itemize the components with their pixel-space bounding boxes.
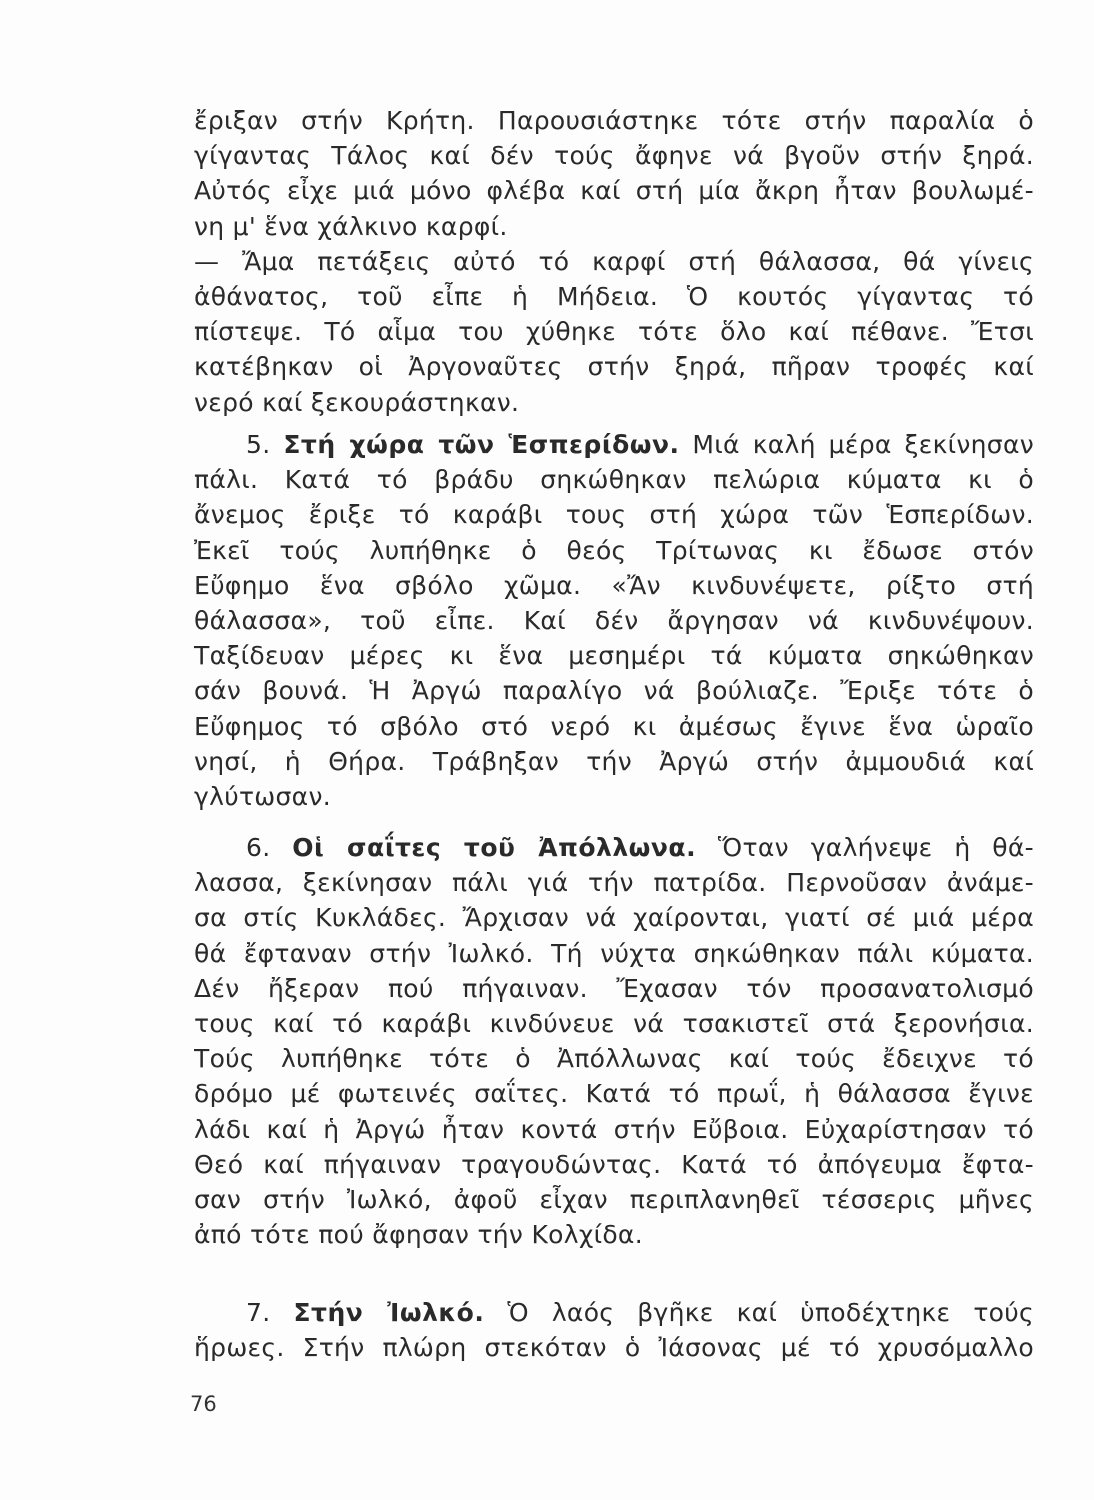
text-line: ἥρωες. Στήν πλώρη στεκόταν ὁ Ἰάσονας μέ τό χρυσόμαλλο xyxy=(194,1333,1034,1363)
section-5 xyxy=(194,427,1034,814)
text-line: πάλι. Κατά τό βράδυ σηκώθηκαν πελώρια κύματα κι ὁ xyxy=(194,465,1034,495)
section-7 xyxy=(194,1295,1034,1365)
text-line: νη μ' ἕνα χάλκινο καρφί. xyxy=(194,211,508,241)
dialogue-line: — Ἄμα πετάξεις αὐτό τό καρφί στή θάλασσα, θά γίνεις xyxy=(194,246,1034,276)
section-heading-line xyxy=(194,427,1034,462)
page-number: 76 xyxy=(190,1392,217,1416)
text-line: Εὔφημο ἕνα σβόλο χῶμα. «Ἄν κινδυνέψετε, ρίξτο στή xyxy=(194,570,1034,600)
text-line: Δέν ἤξεραν πού πήγαιναν. Ἔχασαν τόν προσανατολισμό xyxy=(194,973,1034,1003)
text-line: τους καί τό καράβι κινδύνευε νά τσακιστεῖ στά ξερονήσια. xyxy=(194,1008,1034,1038)
text-line: κατέβηκαν οἱ Ἀργοναῦτες στήν ξηρά, πῆραν τροφές καί xyxy=(194,352,1034,382)
text-line: νερό καί ξεκουράστηκαν. xyxy=(194,387,520,417)
text-line: λάδι καί ἡ Ἀργώ ἦταν κοντά στήν Εὔβοια. Εὐχαρίστησαν τό xyxy=(194,1114,1034,1144)
text-line: δρόμο μέ φωτεινές σαΐτες. Κατά τό πρωΐ, ἡ θάλασσα ἔγινε xyxy=(194,1079,1034,1109)
section-number: 7. xyxy=(246,1298,271,1327)
text-line: σαν στήν Ἰωλκό, ἀφοῦ εἶχαν περιπλανηθεῖ τέσσερις μῆνες xyxy=(194,1184,1034,1214)
section-number: 5. xyxy=(246,430,271,459)
section-heading: Στήν Ἰωλκό. xyxy=(293,1298,485,1327)
text-line: σα στίς Κυκλάδες. Ἄρχισαν νά χαίρονται, γιατί σέ μιά μέρα xyxy=(194,903,1034,933)
section-number: 6. xyxy=(246,833,271,862)
text-line: Ταξίδευαν μέρες κι ἕνα μεσημέρι τά κύματα σηκώθηκαν xyxy=(194,641,1034,671)
text-line: ἀθάνατος, τοῦ εἶπε ἡ Μήδεια. Ὁ κουτός γίγαντας τό xyxy=(194,281,1034,311)
section-heading-line xyxy=(194,830,1034,865)
section-heading-line xyxy=(194,1295,1034,1330)
section-first-line: Ὁ λαός βγῆκε καί ὑποδέχτηκε τούς xyxy=(507,1298,1034,1327)
section-first-line: Ὅταν γαλήνεψε ἡ θά- xyxy=(717,833,1034,862)
section-heading: Οἱ σαΐτες τοῦ Ἀπόλλωνα. xyxy=(292,833,697,862)
text-line: ἀπό τότε πού ἄφησαν τήν Κολχίδα. xyxy=(194,1220,643,1250)
text-line: ἔριξαν στήν Κρήτη. Παρουσιάστηκε τότε στήν παραλία ὁ xyxy=(194,106,1034,135)
section-6 xyxy=(194,830,1034,1252)
text-line: σάν βουνά. Ἡ Ἀργώ παραλίγο νά βούλιαζε. Ἔριξε τότε ὁ xyxy=(194,676,1034,706)
text-line: Αὐτός εἶχε μιά μόνο φλέβα καί στή μία ἄκρη ἦταν βουλωμέ- xyxy=(194,176,1034,206)
text-line: ἄνεμος ἔριξε τό καράβι τους στή χώρα τῶν Ἑσπερίδων. xyxy=(194,500,1034,530)
text-line: λασσα, ξεκίνησαν πάλι γιά τήν πατρίδα. Περνοῦσαν ἀνάμε- xyxy=(194,868,1034,898)
text-line: νησί, ἡ Θήρα. Τράβηξαν τήν Ἀργώ στήν ἀμμουδιά καί xyxy=(194,746,1034,776)
text-line: γίγαντας Τάλος καί δέν τούς ἄφηνε νά βγοῦν στήν ξηρά. xyxy=(194,141,1034,171)
text-line: Θεό καί πήγαιναν τραγουδώντας. Κατά τό ἀπόγευμα ἔφτα- xyxy=(194,1149,1034,1179)
text-line: θά ἔφταναν στήν Ἰωλκό. Τή νύχτα σηκώθηκαν πάλι κύματα. xyxy=(194,938,1034,968)
text-line: γλύτωσαν. xyxy=(194,781,331,811)
text-line: Εὔφημος τό σβόλο στό νερό κι ἀμέσως ἔγινε ἕνα ὡραῖο xyxy=(194,711,1034,741)
section-heading: Στή χώρα τῶν Ἑσπερίδων. xyxy=(283,430,680,459)
text-line: Τούς λυπήθηκε τότε ὁ Ἀπόλλωνας καί τούς ἔδειχνε τό xyxy=(194,1044,1034,1074)
text-line: πίστεψε. Τό αἷμα του χύθηκε τότε ὅλο καί πέθανε. Ἔτσι xyxy=(194,317,1034,347)
intro-paragraph xyxy=(194,103,1034,420)
text-line: Ἐκεῖ τούς λυπήθηκε ὁ θεός Τρίτωνας κι ἔδωσε στόν xyxy=(194,535,1034,565)
text-line: θάλασσα», τοῦ εἶπε. Καί δέν ἄργησαν νά κινδυνέψουν. xyxy=(194,605,1034,635)
section-first-line: Μιά καλή μέρα ξεκίνησαν xyxy=(692,430,1034,459)
